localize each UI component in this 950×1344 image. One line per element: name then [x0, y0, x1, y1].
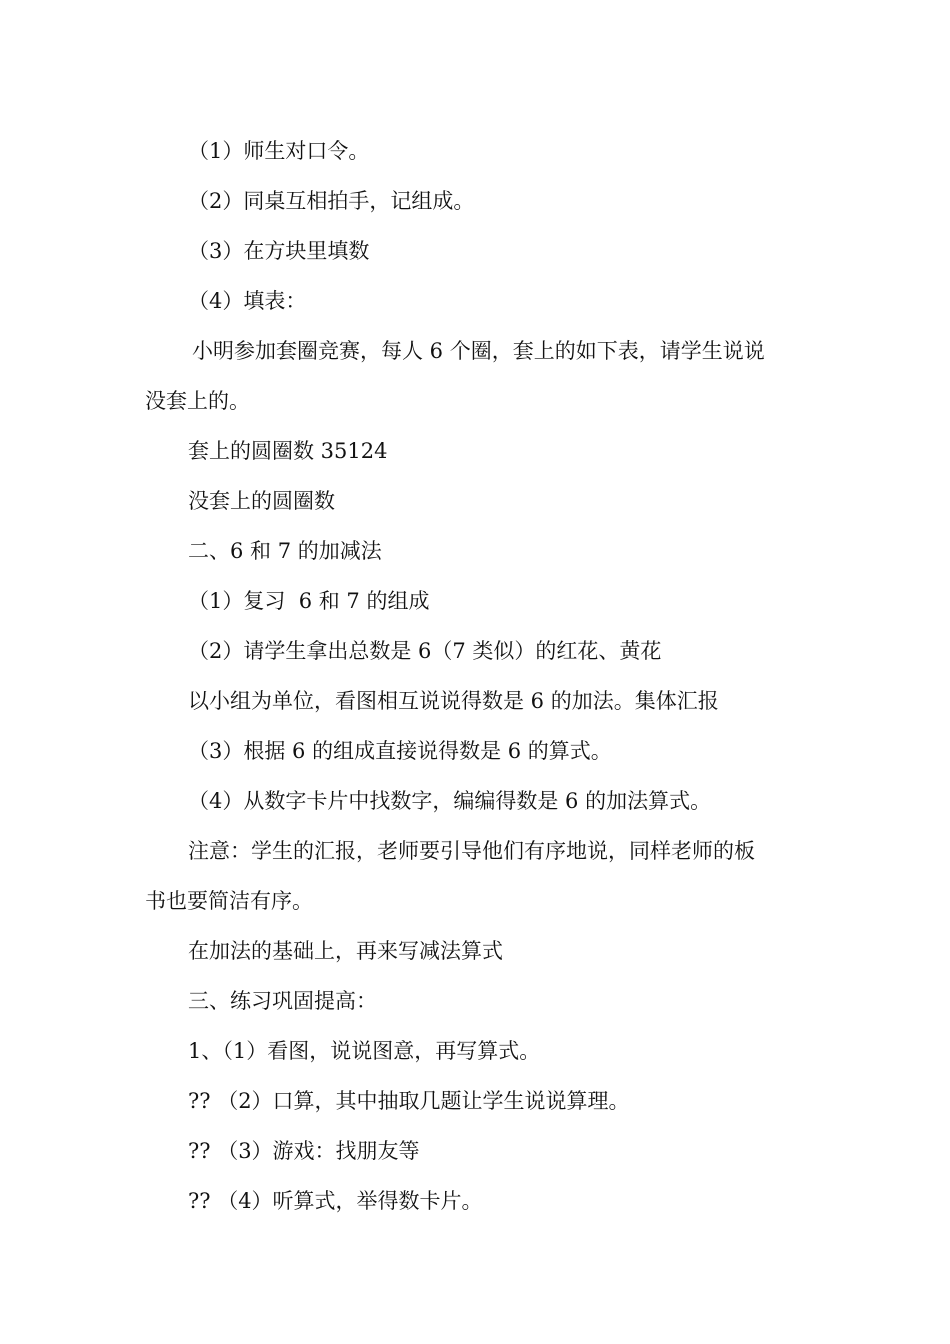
section-heading-2: 二、6 和 7 的加减法: [188, 539, 382, 563]
paragraph-6: 套上的圆圈数 35124: [188, 439, 388, 463]
paragraph-13: 注意：学生的汇报，老师要引导他们有序地说，同样老师的板: [188, 839, 755, 863]
paragraph-5-continuation: 没套上的。: [145, 389, 250, 413]
paragraph-16: ?? （2）口算，其中抽取几题让学生说说算理。: [188, 1089, 630, 1113]
paragraph-7: 没套上的圆圈数: [188, 489, 335, 513]
paragraph-15: 1、（1）看图，说说图意，再写算式。: [188, 1039, 541, 1063]
paragraph-2: （2）同桌互相拍手，记组成。: [188, 189, 475, 213]
section-heading-3: 三、练习巩固提高：: [188, 989, 377, 1013]
paragraph-5: 小明参加套圈竞赛，每人 6 个圈，套上的如下表，请学生说说: [192, 339, 765, 363]
paragraph-11: （3）根据 6 的组成直接说得数是 6 的算式。: [188, 739, 612, 763]
paragraph-4: （4）填表：: [188, 289, 307, 313]
paragraph-12: （4）从数字卡片中找数字，编编得数是 6 的加法算式。: [188, 789, 712, 813]
paragraph-10: 以小组为单位，看图相互说说得数是 6 的加法。集体汇报: [188, 689, 719, 713]
paragraph-17: ?? （3）游戏：找朋友等: [188, 1139, 420, 1163]
paragraph-9: （2）请学生拿出总数是 6（7 类似）的红花、黄花: [188, 639, 662, 663]
paragraph-3: （3）在方块里填数: [188, 239, 370, 263]
paragraph-14: 在加法的基础上，再来写减法算式: [188, 939, 503, 963]
paragraph-13-continuation: 书也要简洁有序。: [145, 889, 313, 913]
paragraph-8: （1）复习 6 和 7 的组成: [188, 589, 430, 613]
paragraph-1: （1）师生对口令。: [188, 139, 370, 163]
paragraph-18: ?? （4）听算式，举得数卡片。: [188, 1189, 483, 1213]
